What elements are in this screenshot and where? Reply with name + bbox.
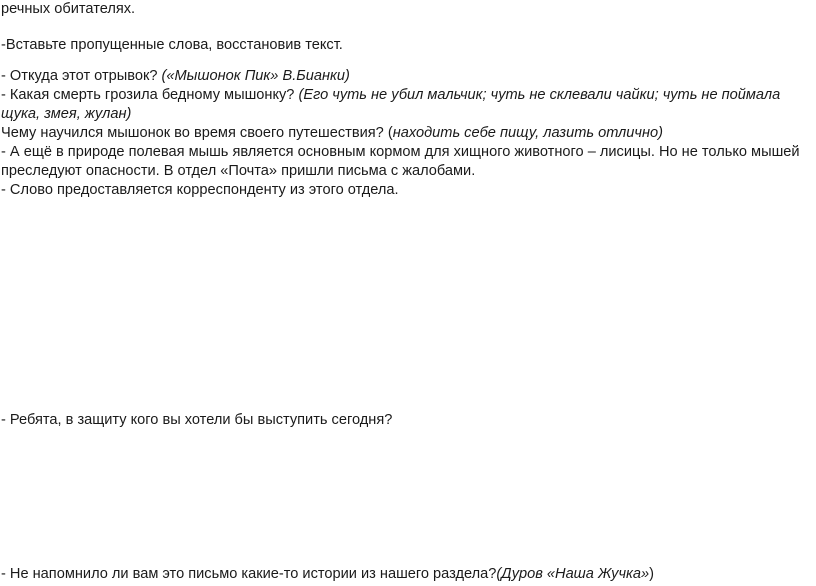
question-reminded [1,565,814,584]
question-defend: - Ребята, в защиту кого вы хотели бы выступить сегодня? [1,412,393,428]
answer-text: находить себе пищу, лазить отлично) [392,125,663,141]
paragraph-fox: - А ещё в природе полевая мышь является основным кормом для хищного животного – лисицы. Но не только мышей преследуют опасности. В отдел «Почта» пришли письма с жалобами. [1,144,800,179]
question-text: - Какая смерть грозила бедному мышонку? [1,87,299,103]
question-text: - Откуда этот отрывок? [1,68,162,84]
question-source [1,67,814,86]
question-text: - Не напомнило ли вам это письмо какие-то истории из нашего раздела? [1,566,497,582]
paragraph-correspondent: - Слово предоставляется корреспонденту из этого отдела. [1,182,399,198]
paragraph-instruction: -Вставьте пропущенные слова, восстановив текст. [1,37,343,53]
answer-text: (Дуров «Наша Жучка» [496,566,650,582]
paragraph-intro-tail: речных обитателях. [1,1,136,17]
closing-paren: ) [649,566,655,582]
question-learned [1,124,814,143]
question-text: Чему научился мышонок во время своего путешествия? ( [1,125,393,141]
question-danger [1,86,814,124]
answer-text: («Мышонок Пик» В.Бианки) [161,68,350,84]
answer-text: (Его чуть не убил мальчик; чуть не склевали чайки; чуть не поймала щука, змея, жулан) [1,87,781,122]
